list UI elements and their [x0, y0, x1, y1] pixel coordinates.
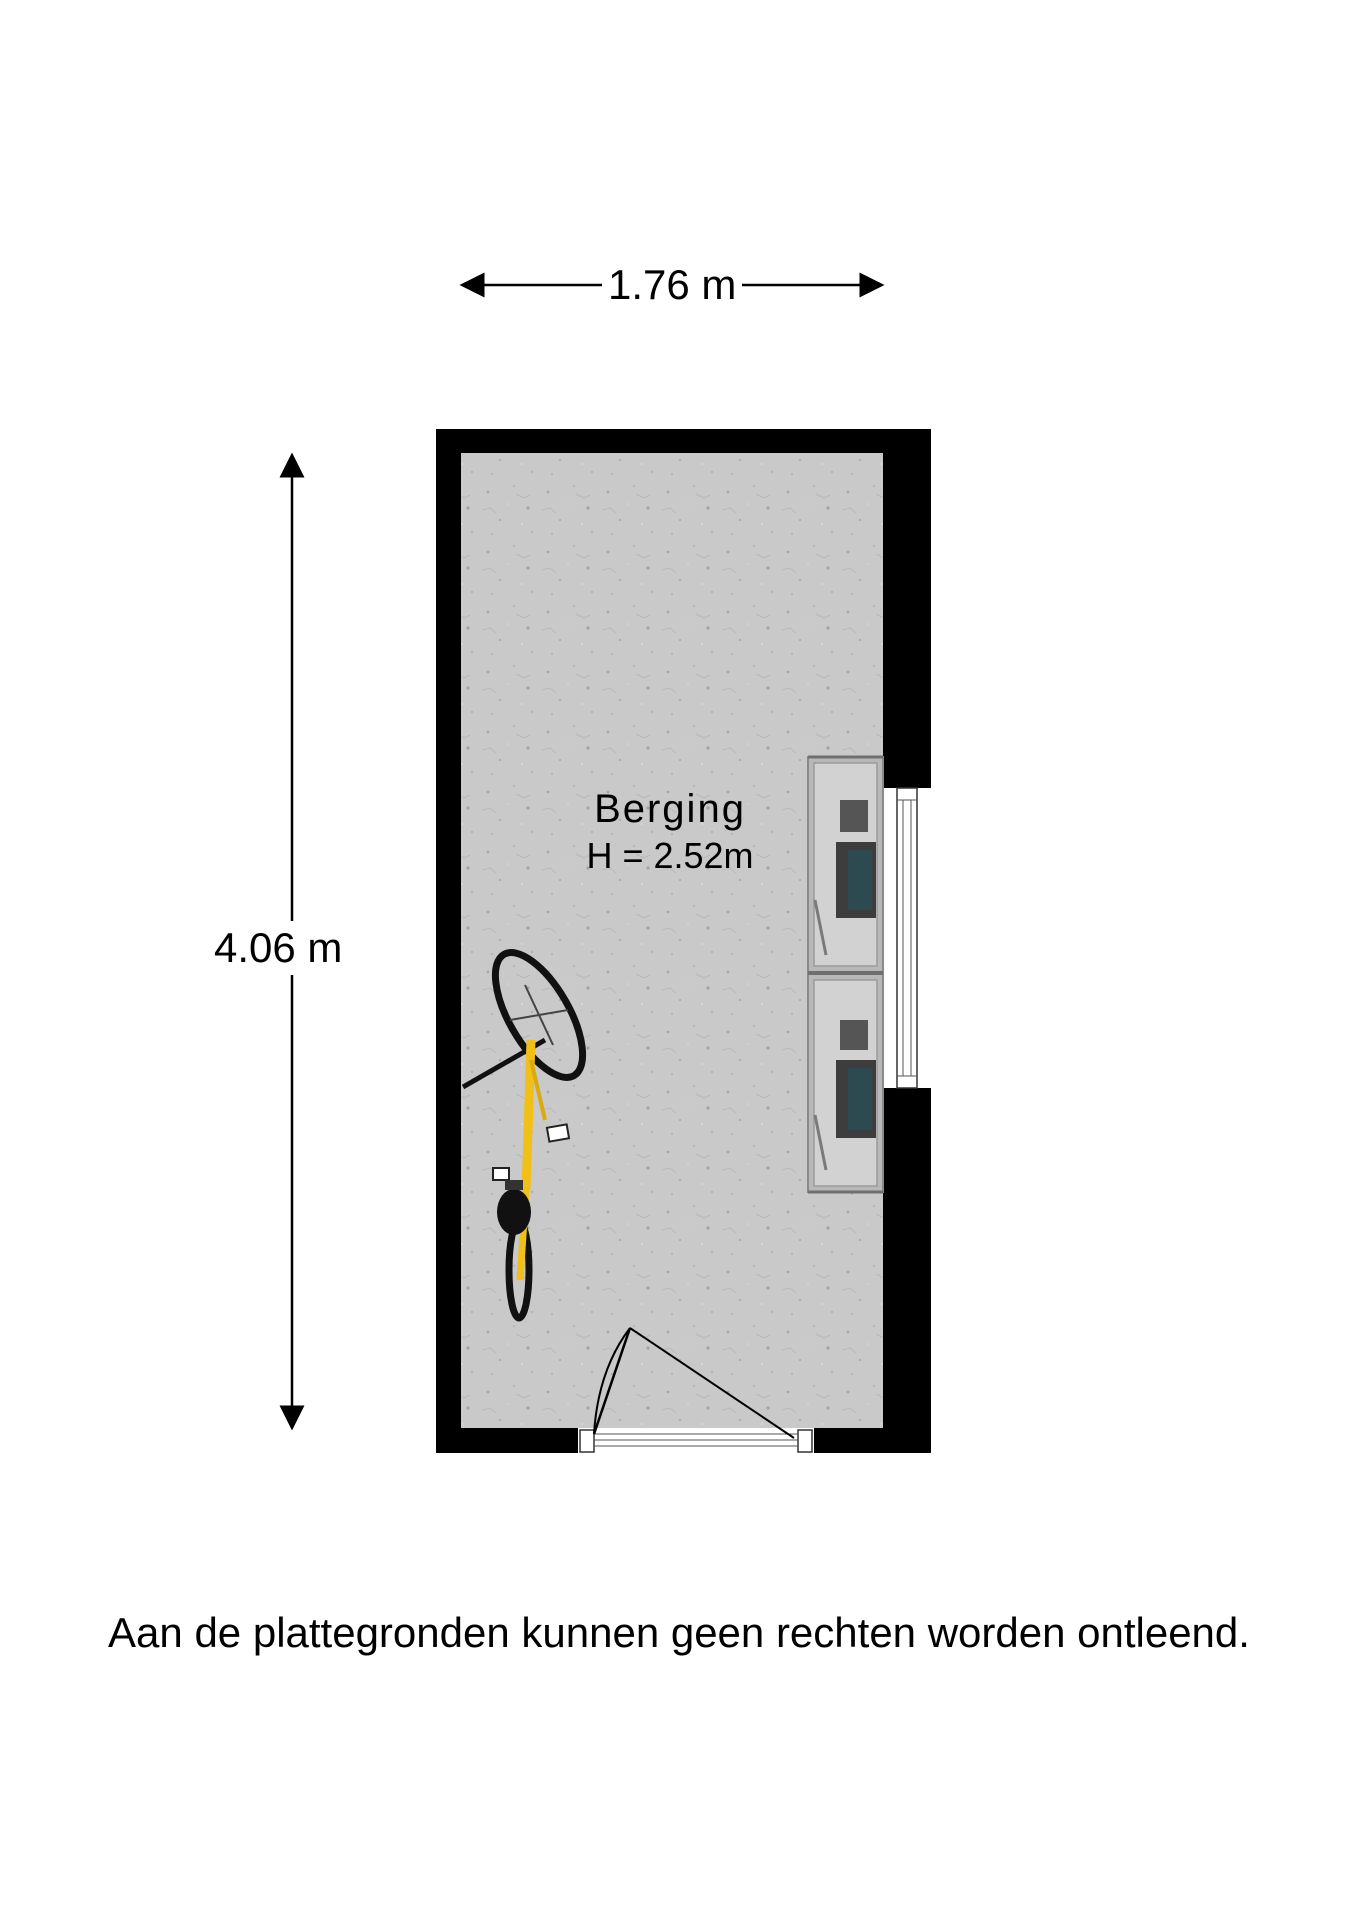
- width-dimension-label: 1.76 m: [602, 264, 742, 306]
- disclaimer-text: Aan de plattegronden kunnen geen rechten worden ontleend.: [108, 1609, 1250, 1656]
- shelving-unit-icon: [808, 757, 883, 1192]
- room-height-label: H = 2.52m: [586, 835, 754, 876]
- height-dimension-label: 4.06 m: [214, 921, 342, 975]
- window-icon: [883, 788, 931, 1088]
- room-name-label: Berging: [594, 787, 746, 831]
